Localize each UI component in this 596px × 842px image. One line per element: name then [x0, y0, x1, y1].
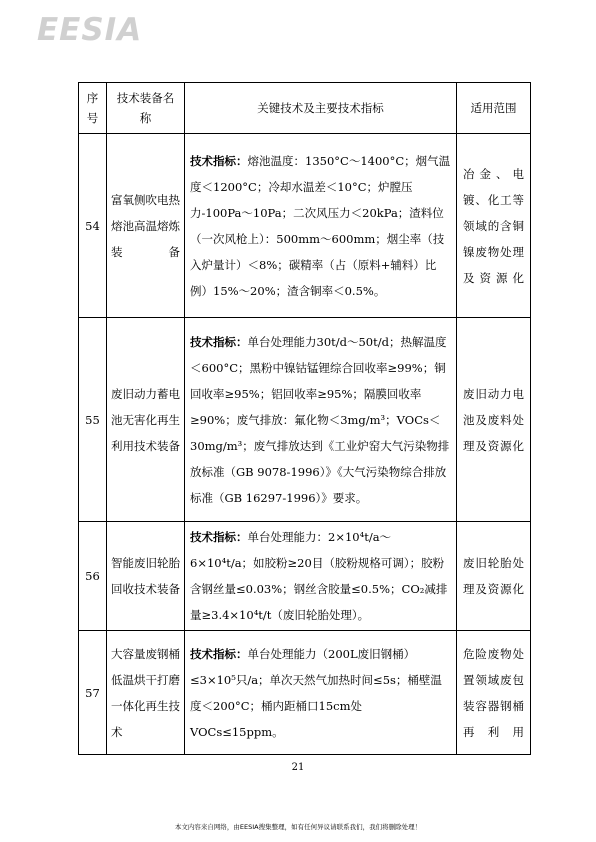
application-scope: 危险废物处置领域废包装容器钢桶再利用 [457, 631, 531, 755]
row-number: 56 [79, 522, 107, 631]
indicator-label: 技术指标： [190, 646, 248, 661]
page-number: 21 [291, 762, 305, 773]
technical-indicators [185, 318, 457, 522]
indicator-text: 单台处理能力（200L废旧钢桶）≤3×10⁵只/a；单次天然气加热时间≤5s；桶壁温度＜200°C；桶内距桶口15cm处VOCs≤15ppm。 [190, 646, 442, 739]
equipment-name: 富氧侧吹电热熔池高温熔炼装备 [107, 134, 185, 318]
table-row [79, 522, 531, 631]
table-row [79, 134, 531, 318]
indicator-text: 熔池温度：1350°C～1400°C；烟气温度＜1200°C；冷却水温差＜10°C；炉膛压力-100Pa～10Pa；二次风压力＜20kPa；渣料位（一次风枪上）：500mm～600mm；烟尘率（技入炉量计）＜8%；碳精率（占（原料+辅料）比例）15%～20%；渣含铜率＜0.5%。 [190, 153, 451, 298]
header-serial-number: 序号 [79, 83, 107, 134]
indicator-text: 单台处理能力：2×10⁴t/a～6×10⁴t/a；如胶粉≥20目（胶粉规格可调）；胶粉含钢丝量≤0.03%；钢丝含胶量≤0.5%；CO₂减排量≥3.4×10⁴t/t（废旧轮胎处理）。 [190, 530, 448, 622]
equipment-name: 智能废旧轮胎回收技术装备 [107, 522, 185, 631]
indicator-text: 单台处理能力30t/d～50t/d；热解温度＜600°C；黑粉中镍钴锰锂综合回收率≥99%；铜回收率≥95%；铝回收率≥95%；隔膜回收率≥90%；废气排放：氟化物＜3mg/m³；VOCs＜30mg/m³；废气排放达到《工业炉窑大气污染物排放标准（GB 9078-1996）》《大气污染物综合排放标准（GB 16297-1996）》要求。 [190, 334, 450, 505]
application-scope: 废旧动力电池及废料处理及资源化 [457, 318, 531, 522]
header-key-technology: 关键技术及主要技术指标 [185, 83, 457, 134]
application-scope: 废旧轮胎处理及资源化 [457, 522, 531, 631]
technical-indicators [185, 631, 457, 755]
table-header-row [79, 83, 531, 134]
equipment-name: 大容量废钢桶低温烘干打磨一体化再生技术 [107, 631, 185, 755]
indicator-label: 技术指标： [190, 153, 248, 168]
eesia-logo: EESIA [37, 12, 143, 48]
row-number: 55 [79, 318, 107, 522]
technical-indicators [185, 522, 457, 631]
footer-disclaimer: 本文内容来自网络，由EESIA搜集整理，如有任何异议请联系我们，我们将删除处理！ [174, 823, 422, 831]
header-application-scope: 适用范围 [457, 83, 531, 134]
equipment-name: 废旧动力蓄电池无害化再生利用技术装备 [107, 318, 185, 522]
indicator-label: 技术指标： [190, 334, 248, 349]
application-scope: 冶金、电镀、化工等领域的含铜镍废物处理及资源化 [457, 134, 531, 318]
indicator-label: 技术指标： [190, 530, 248, 544]
header-equipment-name: 技术装备名称 [107, 83, 185, 134]
table-row [79, 631, 531, 755]
technology-table [78, 82, 531, 755]
technical-indicators [185, 134, 457, 318]
row-number: 57 [79, 631, 107, 755]
row-number: 54 [79, 134, 107, 318]
table-row [79, 318, 531, 522]
